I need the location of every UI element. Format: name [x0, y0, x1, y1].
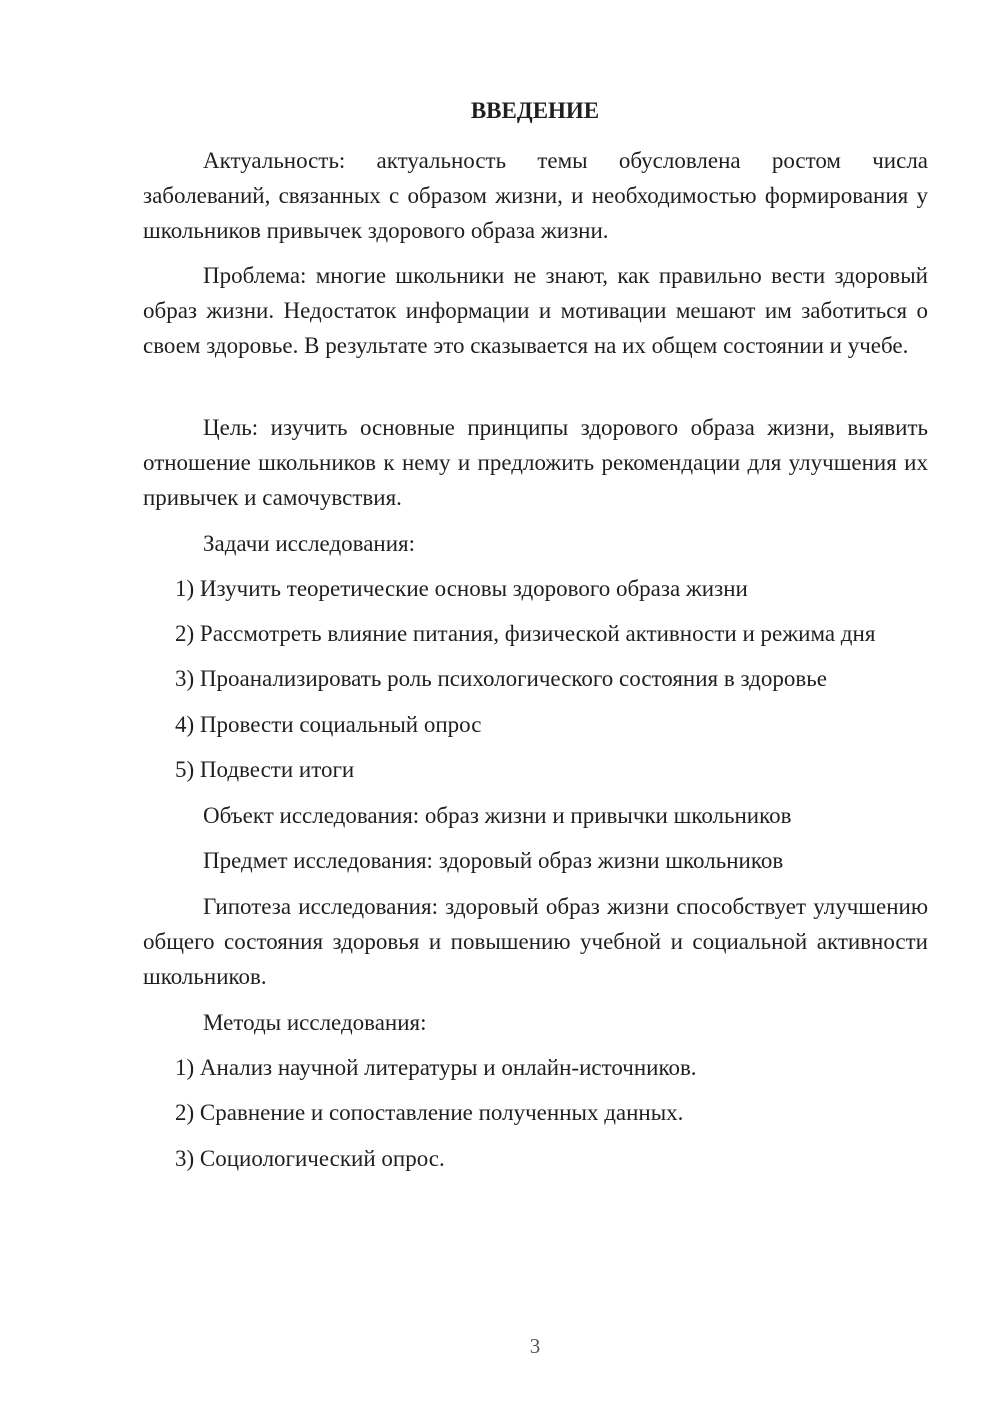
method-item-3: 3) Социологический опрос.: [175, 1146, 445, 1171]
method-item: [143, 1050, 928, 1085]
task-item-5: 5) Подвести итоги: [175, 757, 355, 782]
task-item-2: 2) Рассмотреть влияние питания, физической активности и режима дня: [175, 621, 876, 646]
method-item: [143, 1141, 928, 1176]
tasks-heading-text: Задачи исследования:: [203, 531, 416, 556]
page-title: ВВЕДЕНИЕ: [470, 98, 600, 123]
goal-text: Цель: изучить основные принципы здорового образа жизни, выявить отношение школьников к нему и предложить рекомендации для улучшения их привычек и самочувствия.: [143, 415, 928, 510]
problem-text: Проблема: многие школьники не знают, как правильно вести здоровый образ жизни. Недостаток информации и мотивации мешают им заботиться о своем здоровье. В результате это сказывается на их общем состоянии и учебе.: [143, 263, 928, 358]
task-item: [143, 661, 928, 696]
task-item-4: 4) Провести социальный опрос: [175, 712, 482, 737]
task-item: [143, 752, 928, 787]
task-item: [143, 571, 928, 606]
subject-text: Предмет исследования: здоровый образ жизни школьников: [203, 848, 784, 873]
task-item-3: 3) Проанализировать роль психологического состояния в здоровье: [175, 666, 827, 691]
object-line: [143, 798, 928, 833]
methods-heading-text: Методы исследования:: [203, 1010, 427, 1035]
task-item: [143, 707, 928, 742]
relevance-paragraph: [143, 143, 928, 248]
goal-paragraph: [143, 410, 928, 515]
hypothesis-paragraph: [143, 889, 928, 994]
task-item: [143, 616, 928, 651]
method-item-2: 2) Сравнение и сопоставление полученных данных.: [175, 1100, 684, 1125]
subject-line: [143, 843, 928, 878]
methods-heading: [143, 1005, 928, 1040]
page-number: 3: [529, 1334, 541, 1358]
object-text: Объект исследования: образ жизни и привычки школьников: [203, 803, 792, 828]
relevance-text: Актуальность: актуальность темы обусловлена ростом числа заболеваний, связанных с образом жизни, и необходимостью формирования у школьников привычек здорового образа жизни.: [143, 148, 928, 243]
method-item: [143, 1095, 928, 1130]
hypothesis-text: Гипотеза исследования: здоровый образ жизни способствует улучшению общего состояния здоровья и повышению учебной и социальной активности школьников.: [143, 894, 928, 989]
problem-paragraph: [143, 258, 928, 363]
task-item-1: 1) Изучить теоретические основы здорового образа жизни: [175, 576, 748, 601]
method-item-1: 1) Анализ научной литературы и онлайн-источников.: [175, 1055, 697, 1080]
tasks-heading: [143, 526, 928, 561]
